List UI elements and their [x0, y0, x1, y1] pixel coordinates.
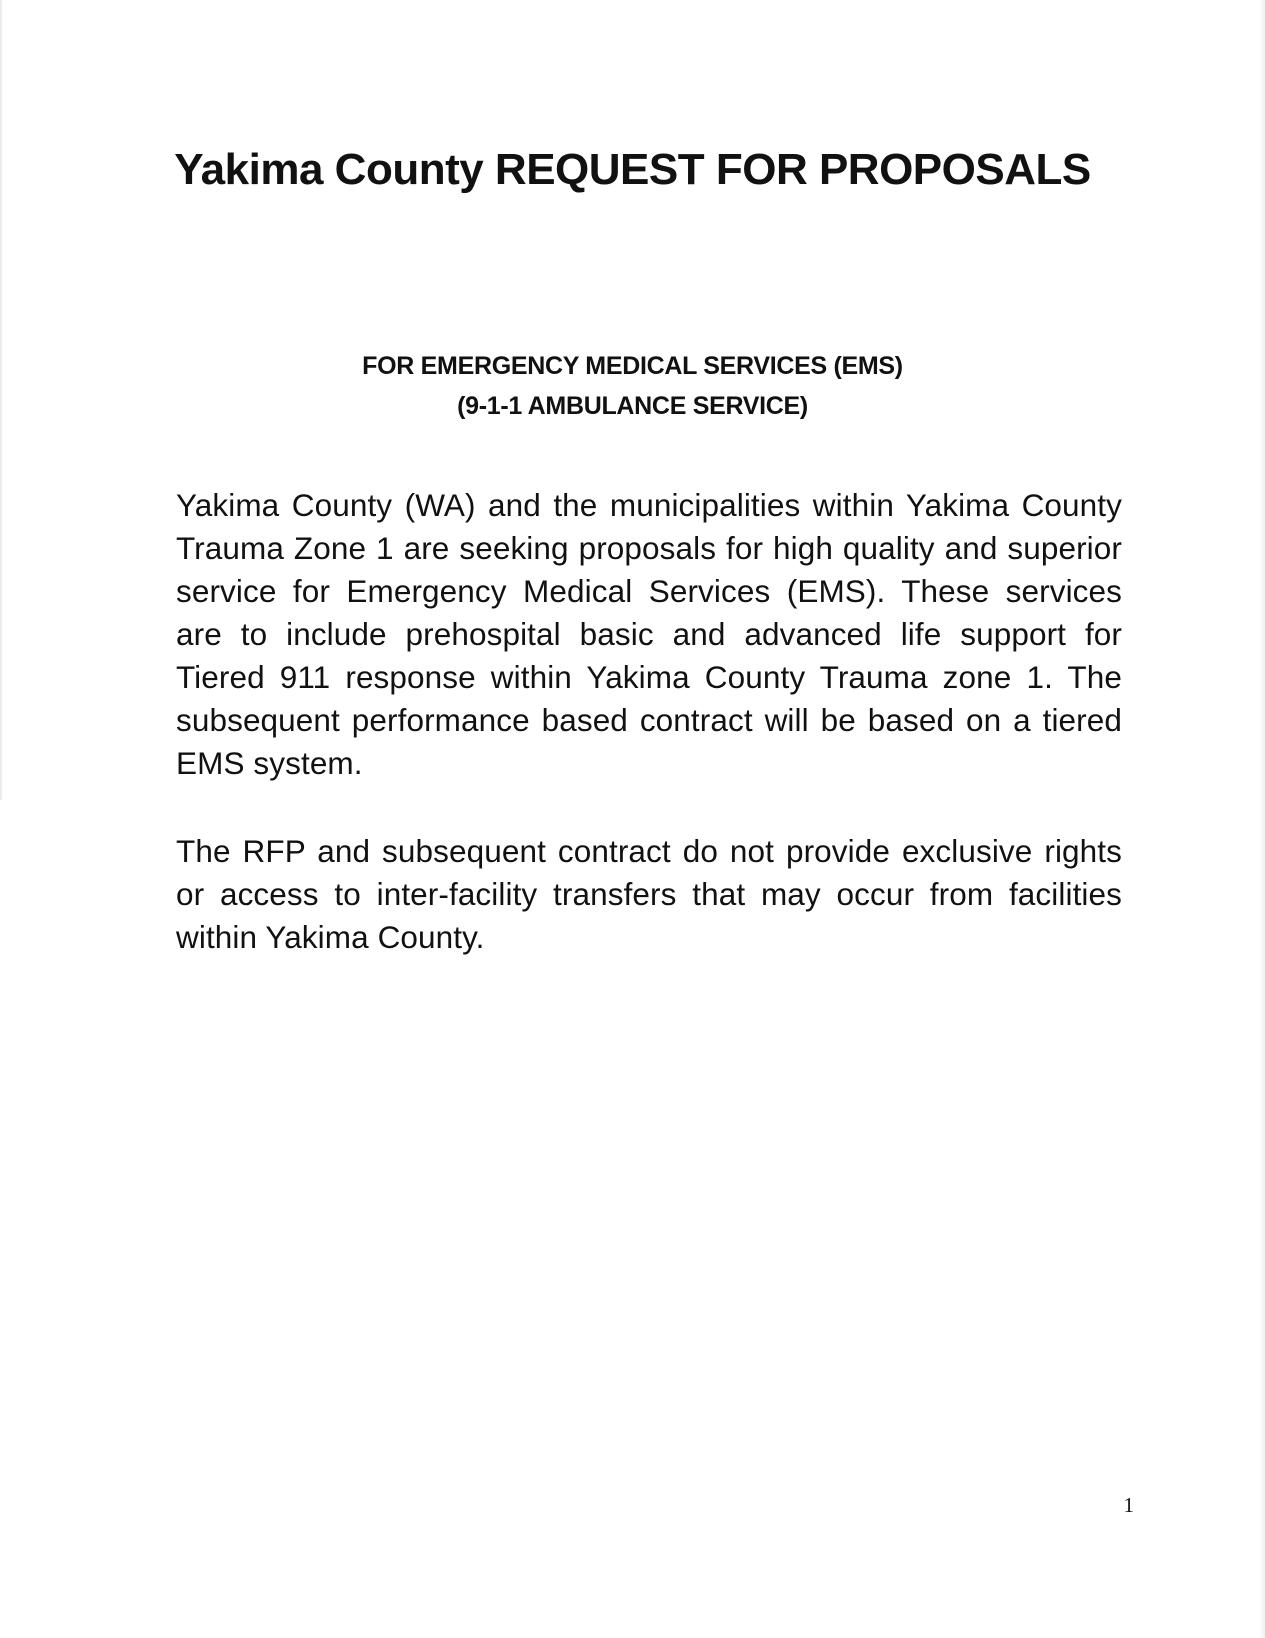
document-title: Yakima County REQUEST FOR PROPOSALS	[174, 145, 1091, 194]
subtitle-line-services: FOR EMERGENCY MEDICAL SERVICES (EMS)	[362, 352, 903, 380]
paragraph-exclusions: The RFP and subsequent contract do not provide exclusive rights or access to inter-facility transfers that may occur from facilities within Yakima County.	[176, 833, 1122, 955]
subtitle-line-ambulance: (9-1-1 AMBULANCE SERVICE)	[457, 392, 808, 420]
scan-edge-right	[1259, 0, 1265, 1638]
document-subtitle	[0, 346, 1265, 426]
paragraph-intro: Yakima County (WA) and the municipalities within Yakima County Trauma Zone 1 are seeking proposals for high quality and superior service for Emergency Medical Services (EMS). These services are to include prehospital basic and advanced life support for Tiered 911 response within Yakima County Trauma zone 1. The subsequent performance based contract will be based on a tiered EMS system.	[176, 487, 1122, 781]
page-number: 1	[1123, 1493, 1134, 1517]
